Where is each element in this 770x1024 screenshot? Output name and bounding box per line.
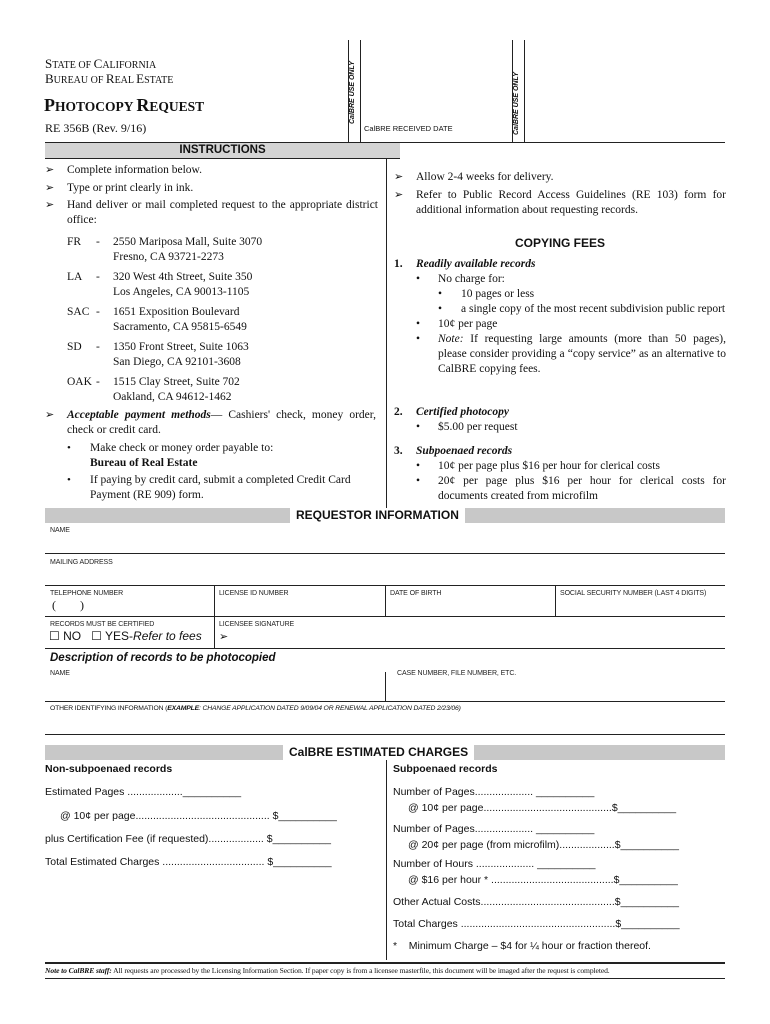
- charges-heading: CalBRE ESTIMATED CHARGES: [283, 745, 474, 760]
- instructions-heading: INSTRUCTIONS: [45, 143, 400, 158]
- state-line: STATE OF CALIFORNIA: [45, 56, 157, 71]
- estimated-pages-line[interactable]: Estimated Pages ...................__________: [45, 786, 242, 798]
- office-entry: OAK - 1515 Clay Street, Suite 702 Oakland, CA 94612-1462: [67, 376, 240, 403]
- license-id-label: LICENSE ID NUMBER: [219, 590, 289, 597]
- instruction-item: ➢ Complete information below.: [45, 164, 202, 176]
- licensee-signature-field[interactable]: [233, 629, 723, 647]
- per-hour-line[interactable]: @ $16 per hour * ..........................................$__________: [408, 874, 678, 886]
- telephone-label: TELEPHONE NUMBER: [50, 590, 124, 597]
- ssn-field[interactable]: [556, 598, 725, 615]
- case-number-label: CASE NUMBER, FILE NUMBER, ETC.: [397, 670, 517, 677]
- case-number-field[interactable]: [386, 678, 725, 700]
- form-id: RE 356B (Rev. 9/16): [45, 121, 147, 135]
- right-instruction-list: [394, 170, 726, 218]
- use-only-divider-4: [524, 40, 525, 143]
- other-identifying-label: OTHER IDENTIFYING INFORMATION (EXAMPLE: CHANGE APPLICATION DATED 9/09/04 OR RENEWAL APPLICATION DATED 2/23/06): [50, 705, 461, 712]
- payment-bullet-1: • Make check or money order payable to: Bureau of Real Estate: [67, 442, 274, 469]
- note-top-rule: [45, 962, 725, 964]
- rule: [45, 648, 725, 649]
- per-page-20-line[interactable]: @ 20¢ per page (from microfilm)...................$__________: [408, 839, 679, 851]
- use-only-divider-2: [360, 40, 361, 143]
- certified-no-checkbox[interactable]: ☐: [49, 629, 60, 643]
- instructions-heading-rule: [45, 158, 400, 159]
- payment-methods: ➢ Acceptable payment methods— Cashiers' check, money order, check or credit card.: [45, 409, 376, 436]
- fee-section-2: 2. Certified photocopy • $5.00 per request: [394, 406, 518, 433]
- payment-bullet-2: • If paying by credit card, submit a completed Credit Card Payment (RE 909) form.: [67, 474, 351, 501]
- per-page-10-subpoena-line[interactable]: @ 10¢ per page............................................$__________: [408, 802, 677, 814]
- non-subpoenaed-heading: Non-subpoenaed records: [45, 763, 173, 775]
- office-entry: SAC - 1651 Exposition Boulevard Sacramento, CA 95815-6549: [67, 306, 247, 333]
- instruction-list: [45, 163, 378, 234]
- per-page-10-line[interactable]: @ 10¢ per page.............................................. $__________: [60, 810, 337, 822]
- bureau-line: BUREAU OF REAL ESTATE: [45, 71, 174, 86]
- ssn-label: SOCIAL SECURITY NUMBER (LAST 4 DIGITS): [560, 590, 707, 597]
- rule: [45, 734, 725, 735]
- instruction-item: ➢ Type or print clearly in ink.: [45, 182, 194, 194]
- page-title: PHOTOCOPY REQUEST: [44, 95, 205, 115]
- rule: [214, 617, 215, 648]
- fee-section-1: 1. Readily available records • No charge for: • 10 pages or less • a single copy of the most recent subdivision public report • 10¢ per page • Note: If requesting large amounts (more than 50 pages), please consider providing a “copy service” as an alternative to CalBRE copying fees.: [394, 258, 726, 375]
- mailing-address-label: MAILING ADDRESS: [50, 559, 113, 566]
- name-field[interactable]: [45, 535, 725, 553]
- rule: [45, 553, 725, 554]
- received-date-label: CalBRE RECEIVED DATE: [364, 124, 453, 133]
- number-of-hours-line[interactable]: Number of Hours .................... __________: [393, 858, 596, 870]
- name-label: NAME: [50, 527, 70, 534]
- mailing-address-field[interactable]: [45, 567, 725, 585]
- license-id-field[interactable]: [215, 598, 385, 615]
- rule: [45, 701, 725, 702]
- note-bottom-rule: [45, 978, 725, 979]
- office-entry: SD - 1350 Front Street, Suite 1063 San Diego, CA 92101-3608: [67, 341, 249, 368]
- minimum-charge-footnote: * Minimum Charge – $4 for ¼ hour or fraction thereof.: [393, 940, 651, 952]
- record-name-field[interactable]: [45, 678, 385, 700]
- dob-label: DATE OF BIRTH: [390, 590, 442, 597]
- staff-note: Note to CalBRE staff: All requests are processed by the Licensing Information Section. If paper copy is from a licensee masterfile, this document will be imaged after the request is completed.: [45, 966, 610, 975]
- other-costs-line[interactable]: Other Actual Costs..............................................$__________: [393, 896, 679, 908]
- signature-arrow: ➢: [219, 631, 229, 643]
- other-identifying-field[interactable]: [45, 713, 725, 733]
- number-of-pages-microfilm-line[interactable]: Number of Pages.................... __________: [393, 823, 595, 835]
- description-heading: Description of records to be photocopied: [50, 652, 276, 664]
- total-estimated-line[interactable]: Total Estimated Charges ................................... $__________: [45, 856, 332, 868]
- certification-fee-line[interactable]: plus Certification Fee (if requested)................... $__________: [45, 833, 331, 845]
- charges-column-divider: [386, 760, 387, 960]
- licensee-signature-label: LICENSEE SIGNATURE: [219, 621, 295, 628]
- requestor-heading: REQUESTOR INFORMATION: [290, 508, 465, 523]
- use-only-label-2: CalBRE USE ONLY: [513, 72, 520, 135]
- instruction-item: ➢ Allow 2-4 weeks for delivery.: [394, 171, 554, 183]
- number-of-pages-line[interactable]: Number of Pages.................... __________: [393, 786, 595, 798]
- telephone-field[interactable]: ( ): [52, 598, 84, 612]
- instruction-item: ➢ Hand deliver or mail completed request to the appropriate district office:: [45, 199, 378, 226]
- total-charges-line[interactable]: Total Charges .....................................................$__________: [393, 918, 680, 930]
- certified-options: ☐ NO ☐ YES-Refer to fees: [49, 629, 202, 643]
- office-list: [67, 235, 367, 410]
- certified-yes-checkbox[interactable]: ☐: [91, 629, 102, 643]
- copying-fees-heading: COPYING FEES: [514, 236, 606, 250]
- certified-label: RECORDS MUST BE CERTIFIED: [50, 621, 155, 628]
- subpoenaed-heading: Subpoenaed records: [393, 763, 498, 775]
- instructions-column-divider: [386, 158, 387, 508]
- use-only-label-1: CalBRE USE ONLY: [349, 61, 356, 124]
- office-entry: LA - 320 West 4th Street, Suite 350 Los Angeles, CA 90013-1105: [67, 271, 253, 298]
- rule: [45, 616, 725, 617]
- instruction-item: ➢ Refer to Public Record Access Guidelines (RE 103) form for additional information about requesting records.: [394, 189, 726, 216]
- record-name-label: NAME: [50, 670, 70, 677]
- dob-field[interactable]: [386, 598, 555, 615]
- office-entry: FR - 2550 Mariposa Mall, Suite 3070 Fresno, CA 93721-2273: [67, 236, 263, 263]
- fee-section-3: 3. Subpoenaed records • 10¢ per page plus $16 per hour for clerical costs • 20¢ per page plus $16 per hour for clerical costs for documents created from microfilm: [394, 445, 726, 502]
